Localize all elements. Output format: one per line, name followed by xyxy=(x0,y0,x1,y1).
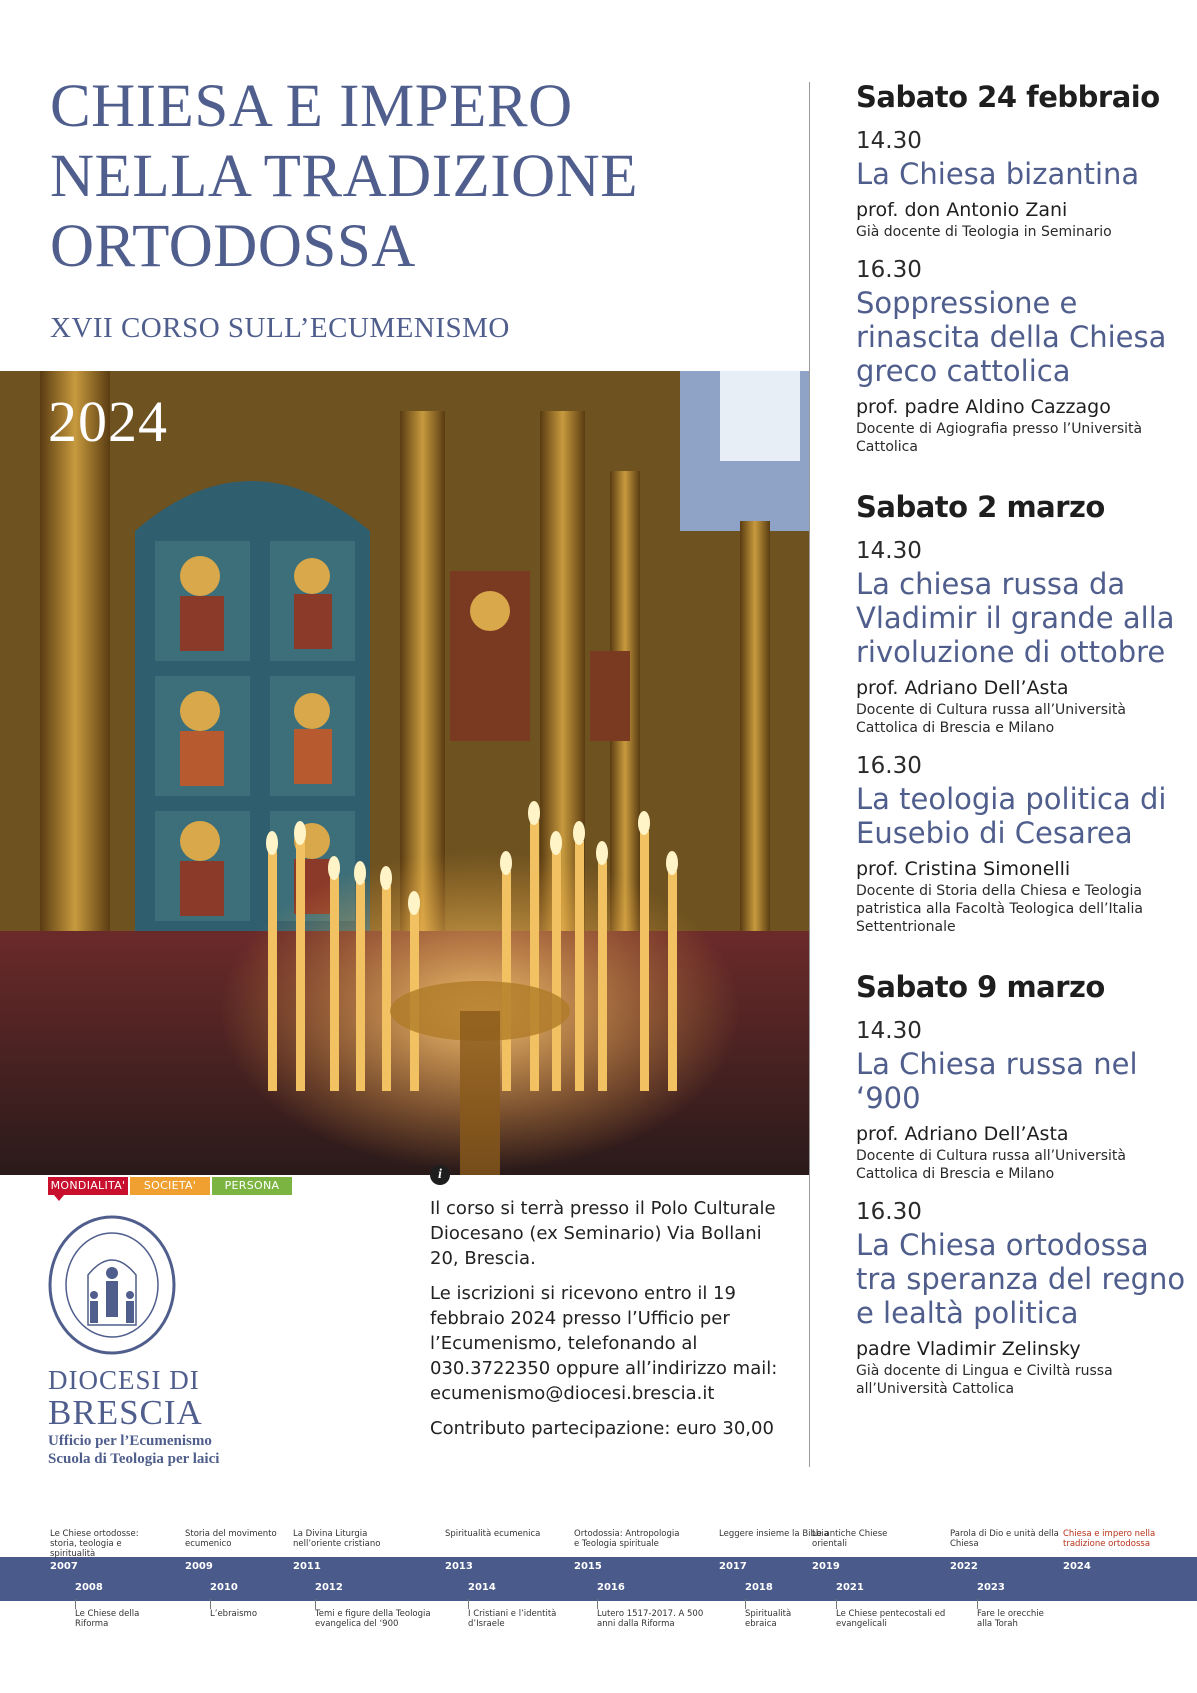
timeline-year: 2014 xyxy=(468,1582,496,1593)
talk-time: 14.30 xyxy=(856,128,922,154)
timeline-year: 2009 xyxy=(185,1561,213,1572)
talk-time: 14.30 xyxy=(856,1018,922,1044)
diocese-name-line1: DIOCESI DI xyxy=(48,1365,200,1395)
timeline-tick xyxy=(745,1599,746,1609)
talk-time: 16.30 xyxy=(856,257,922,283)
speaker-role: Già docente di Lingua e Civiltà russa all’Università Cattolica xyxy=(856,1363,1113,1397)
timeline-label: Spiritualità ecumenica xyxy=(445,1529,541,1539)
talk-speaker: prof. padre Aldino Cazzago xyxy=(856,396,1111,418)
timeline-label: Ortodossia: Antropologia e Teologia spirituale xyxy=(574,1529,680,1549)
day-3 xyxy=(856,970,1186,1398)
speaker-role: Già docente di Teologia in Seminario xyxy=(856,224,1112,240)
course-subtitle: XVII CORSO SULL’ECUMENISMO xyxy=(50,312,510,344)
timeline-year: 2011 xyxy=(293,1561,321,1572)
course-year: 2024 xyxy=(48,389,168,454)
talk xyxy=(856,1199,1186,1398)
talk xyxy=(856,753,1186,936)
talk-title: La Chiesa bizantina xyxy=(856,157,1140,191)
timeline-year: 2008 xyxy=(75,1582,103,1593)
timeline-year: 2016 xyxy=(597,1582,625,1593)
tag-mondialita: MONDIALITA' xyxy=(48,1177,128,1195)
day-2 xyxy=(856,490,1186,936)
iconostasis-photo xyxy=(0,371,810,1175)
timeline-year: 2023 xyxy=(977,1582,1005,1593)
category-tags xyxy=(48,1177,292,1195)
timeline-label: Leggere insieme la Bibbia xyxy=(719,1529,829,1539)
speaker-role: Docente di Cultura russa all’Università Cattolica di Brescia e Milano xyxy=(856,702,1126,736)
talk xyxy=(856,128,1186,241)
talk-title: La Chiesa ortodossa tra speranza del regno e lealtà politica xyxy=(856,1228,1186,1330)
talk-time: 16.30 xyxy=(856,753,922,779)
timeline-label: Storia del movimento ecumenico xyxy=(185,1529,277,1549)
talk xyxy=(856,538,1186,737)
talk-title: Soppressione e rinascita della Chiesa greco cattolica xyxy=(856,286,1167,388)
speaker-role: Docente di Storia della Chiesa e Teologia patristica alla Facoltà Teologica dell’Italia Settentrionale xyxy=(856,883,1143,935)
timeline-year: 2010 xyxy=(210,1582,238,1593)
title-line-2: NELLA TRADIZIONE xyxy=(50,143,638,210)
day-1 xyxy=(856,80,1186,456)
timeline-label: La Divina Liturgia nell’oriente cristiano xyxy=(293,1529,381,1549)
talk-speaker: padre Vladimir Zelinsky xyxy=(856,1338,1081,1360)
info-registration: Le iscrizioni si ricevono entro il 19 febbraio 2024 presso l’Ufficio per l’Ecumenismo, telefonando al 030.3722350 oppure all’indirizzo mail: ecumenismo@diocesi.brescia.it xyxy=(430,1283,778,1404)
timeline-tick xyxy=(315,1599,316,1609)
timeline-label-current: Chiesa e impero nella tradizione ortodossa xyxy=(1063,1529,1156,1549)
info-location: Il corso si terrà presso il Polo Culturale Diocesano (ex Seminario) Via Bollani 20, Brescia. xyxy=(430,1198,776,1269)
timeline-tick xyxy=(210,1599,211,1609)
talk-title: La teologia politica di Eusebio di Cesarea xyxy=(856,782,1167,850)
timeline-label: Le antiche Chiese orientali xyxy=(812,1529,888,1549)
timeline-year: 2021 xyxy=(836,1582,864,1593)
speaker-role: Docente di Cultura russa all’Università Cattolica di Brescia e Milano xyxy=(856,1148,1126,1182)
course-info xyxy=(430,1196,790,1451)
timeline-tick xyxy=(836,1599,837,1609)
tag-societa: SOCIETA' xyxy=(130,1177,210,1195)
column-divider xyxy=(809,82,810,1467)
talk-speaker: prof. Adriano Dell’Asta xyxy=(856,1123,1069,1145)
tag-persona: PERSONA xyxy=(212,1177,292,1195)
talk-title: La chiesa russa da Vladimir il grande alla rivoluzione di ottobre xyxy=(856,567,1175,669)
timeline-label: I Cristiani e l’identità d’Israele xyxy=(468,1609,557,1629)
timeline-year: 2013 xyxy=(445,1561,473,1572)
title-line-3: ORTODOSSA xyxy=(50,213,416,280)
talk-speaker: prof. Cristina Simonelli xyxy=(856,858,1071,880)
talk xyxy=(856,257,1186,456)
timeline-year: 2012 xyxy=(315,1582,343,1593)
timeline-year: 2022 xyxy=(950,1561,978,1572)
speaker-role: Docente di Agiografia presso l’Università Cattolica xyxy=(856,421,1143,455)
talk-speaker: prof. don Antonio Zani xyxy=(856,199,1068,221)
timeline-label: Fare le orecchie alla Torah xyxy=(977,1609,1044,1629)
timeline-tick xyxy=(75,1599,76,1609)
timeline-label: Spiritualità ebraica xyxy=(745,1609,792,1629)
timeline-label: Le Chiese della Riforma xyxy=(75,1609,140,1629)
talk xyxy=(856,1018,1186,1183)
diocese-name-line2: BRESCIA xyxy=(48,1393,203,1432)
title-line-1: CHIESA E IMPERO xyxy=(50,73,573,140)
info-icon: i xyxy=(430,1165,450,1185)
timeline-year: 2017 xyxy=(719,1561,747,1572)
timeline-label: Parola di Dio e unità della Chiesa xyxy=(950,1529,1059,1549)
timeline-year-current: 2024 xyxy=(1063,1561,1091,1572)
timeline-year: 2019 xyxy=(812,1561,840,1572)
timeline-label: Le Chiese pentecostali ed evangelicali xyxy=(836,1609,946,1629)
timeline xyxy=(0,1527,1197,1657)
timeline-label: Lutero 1517-2017. A 500 anni dalla Riforma xyxy=(597,1609,704,1629)
talk-speaker: prof. Adriano Dell’Asta xyxy=(856,677,1069,699)
day-title: Sabato 9 marzo xyxy=(856,970,1105,1004)
timeline-label: L’ebraismo xyxy=(210,1609,258,1619)
timeline-label: Le Chiese ortodosse: storia, teologia e spiritualità xyxy=(50,1529,139,1559)
day-title: Sabato 2 marzo xyxy=(856,490,1105,524)
diocese-seal-icon xyxy=(48,1215,176,1355)
office-line2: Scuola di Teologia per laici xyxy=(48,1451,220,1467)
schedule xyxy=(856,80,1186,1432)
page-title xyxy=(50,72,770,282)
timeline-label: Temi e figure della Teologia evangelica del ‘900 xyxy=(315,1609,431,1629)
info-fee: Contributo partecipazione: euro 30,00 xyxy=(430,1418,774,1439)
timeline-year: 2018 xyxy=(745,1582,773,1593)
timeline-year: 2015 xyxy=(574,1561,602,1572)
timeline-tick xyxy=(597,1599,598,1609)
talk-time: 16.30 xyxy=(856,1199,922,1225)
timeline-tick xyxy=(468,1599,469,1609)
timeline-tick xyxy=(977,1599,978,1609)
talk-time: 14.30 xyxy=(856,538,922,564)
timeline-year: 2007 xyxy=(50,1561,78,1572)
talk-title: La Chiesa russa nel ‘900 xyxy=(856,1047,1138,1115)
office-line1: Ufficio per l’Ecumenismo xyxy=(48,1433,212,1449)
day-title: Sabato 24 febbraio xyxy=(856,80,1160,114)
